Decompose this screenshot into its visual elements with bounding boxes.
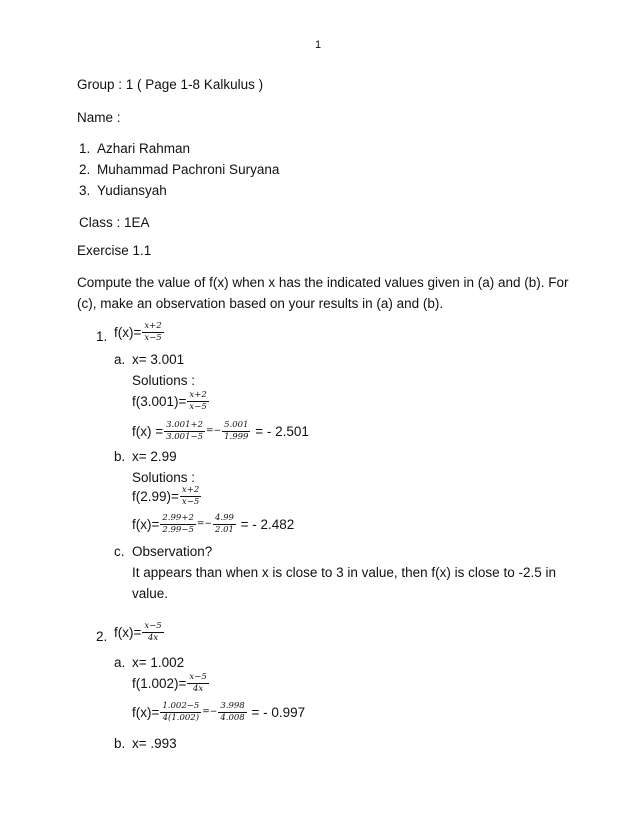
eq-prefix: f(x)= <box>132 516 160 532</box>
member-1-num: 1. <box>79 141 91 156</box>
denominator: 4(1.002) <box>162 712 200 723</box>
denominator: 2.01 <box>214 524 234 535</box>
denominator: 4x <box>192 683 204 694</box>
fraction <box>222 421 250 442</box>
numerator: x−5 <box>189 672 207 682</box>
problem-2a-label: a. <box>114 655 126 670</box>
fraction <box>142 622 163 643</box>
numerator: 5.001 <box>224 420 249 430</box>
page-number: 1 <box>315 39 322 51</box>
denominator: 4x <box>147 632 159 643</box>
class-line: Class : 1EA <box>79 215 150 230</box>
problem-1a-line-2 <box>132 421 309 442</box>
instructions-line-1: Compute the value of f(x) when x has the indicated values given in (a) and (b). For <box>77 275 569 290</box>
numerator: x+2 <box>181 485 200 495</box>
problem-1c-label: c. <box>114 544 125 559</box>
problem-2a-x: x= 1.002 <box>132 655 185 670</box>
eq-prefix: f(x)= <box>132 704 160 720</box>
member-2-name: Muhammad Pachroni Suryana <box>97 162 280 177</box>
denominator: x−5 <box>181 496 200 507</box>
equals-minus: =− <box>196 518 212 529</box>
fx-prefix: f(x)= <box>114 324 142 340</box>
problem-1a-solutions: Solutions : <box>132 373 196 388</box>
fraction <box>180 486 201 507</box>
problem-1-function <box>114 322 165 343</box>
problem-1-number: 1. <box>96 329 108 344</box>
problem-2a-line-1 <box>132 673 210 694</box>
problem-1c-text-line-2: value. <box>132 586 169 601</box>
result: = - 2.501 <box>251 423 309 439</box>
numerator: 2.99+2 <box>162 513 194 523</box>
numerator: 3.998 <box>220 701 245 711</box>
equals-minus: =− <box>206 425 222 436</box>
numerator: 4.99 <box>214 513 234 523</box>
eq-prefix: f(x) = <box>132 423 164 439</box>
result: = - 2.482 <box>236 516 295 532</box>
problem-1c-title: Observation? <box>132 544 213 559</box>
fraction <box>187 391 208 412</box>
group-line: Group : 1 ( Page 1-8 Kalkulus ) <box>77 77 264 92</box>
denominator: x−5 <box>144 332 162 343</box>
numerator: 1.002−5 <box>162 701 200 711</box>
denominator: x−5 <box>189 401 207 412</box>
member-1-name: Azhari Rahman <box>97 141 191 156</box>
problem-1b-label: b. <box>114 449 126 464</box>
equals-minus: =− <box>202 706 218 717</box>
denominator: 1.999 <box>224 431 249 442</box>
problem-1b-line-2 <box>132 514 294 535</box>
name-label: Name : <box>77 110 121 125</box>
problem-1c-text-line-1: It appears than when x is close to 3 in value, then f(x) is close to -2.5 in <box>132 565 556 580</box>
problem-1b-line-1 <box>132 486 202 507</box>
problem-1a-line-1 <box>132 391 210 412</box>
fraction <box>218 702 246 723</box>
fraction <box>142 322 163 343</box>
eq-prefix: f(3.001)= <box>132 393 187 409</box>
fraction <box>160 514 195 535</box>
fraction <box>187 673 208 694</box>
denominator: 3.001−5 <box>166 431 204 442</box>
problem-2b-label: b. <box>114 736 126 751</box>
denominator: 2.99−5 <box>162 524 194 535</box>
denominator: 4.008 <box>220 712 245 723</box>
numerator: x+2 <box>189 390 207 400</box>
problem-1b-solutions: Solutions : <box>132 470 196 485</box>
fraction <box>213 514 236 535</box>
numerator: x−5 <box>144 621 162 631</box>
problem-2-function <box>114 622 165 643</box>
numerator: 3.001+2 <box>166 420 204 430</box>
problem-1a-x: x= 3.001 <box>132 352 185 367</box>
member-3-num: 3. <box>79 183 91 198</box>
problem-2a-line-2 <box>132 702 305 723</box>
fx-prefix: f(x)= <box>114 624 142 640</box>
eq-prefix: f(1.002)= <box>132 675 187 691</box>
eq-prefix: f(2.99)= <box>132 488 179 504</box>
problem-1b-x: x= 2.99 <box>132 449 177 464</box>
problem-1a-label: a. <box>114 352 126 367</box>
member-2-num: 2. <box>79 162 91 177</box>
problem-2b-x: x= .993 <box>132 736 177 751</box>
problem-2-number: 2. <box>96 629 108 644</box>
fraction <box>164 421 205 442</box>
numerator: x+2 <box>144 321 162 331</box>
fraction <box>160 702 201 723</box>
member-3-name: Yudiansyah <box>97 183 167 198</box>
exercise-title: Exercise 1.1 <box>77 243 152 258</box>
instructions-line-2: (c), make an observation based on your results in (a) and (b). <box>77 296 444 311</box>
result: = - 0.997 <box>247 704 306 720</box>
